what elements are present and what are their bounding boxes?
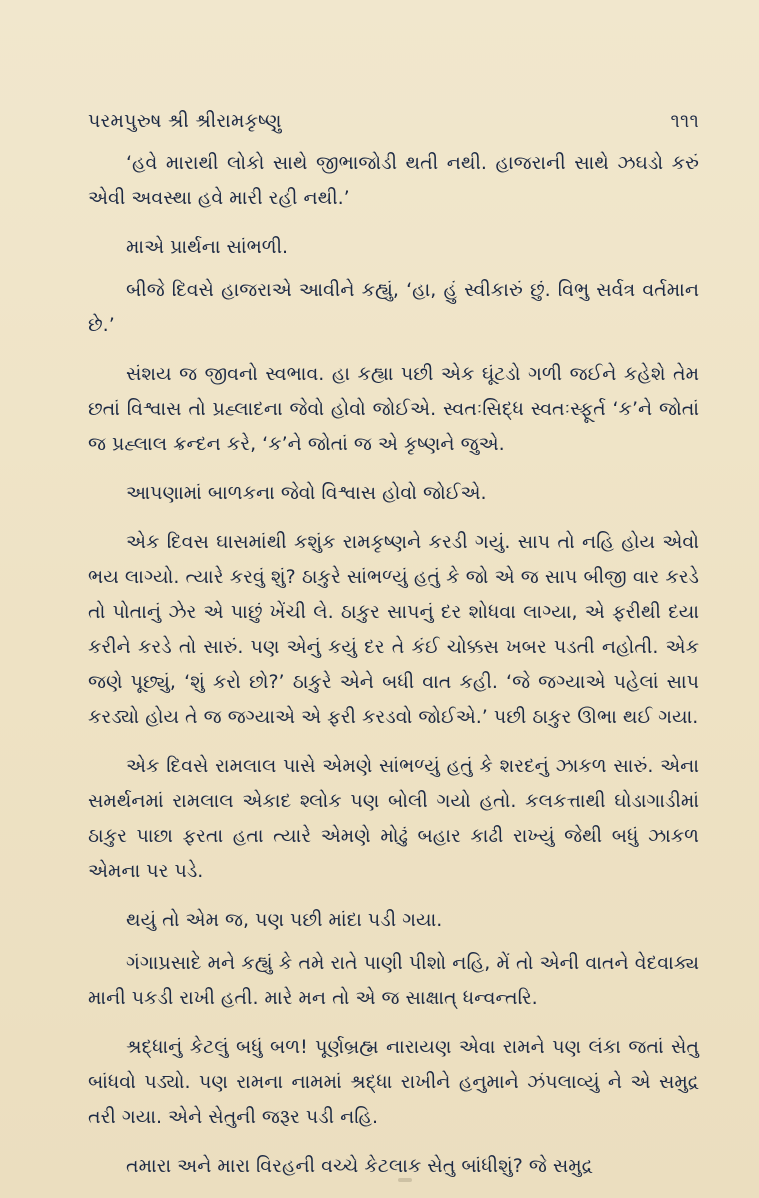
paragraph: માએ પ્રાર્થના સાંભળી.: [126, 236, 289, 258]
paragraph: થયું તો એમ જ, પણ પછી માંદા પડી ગયા.: [126, 909, 443, 931]
paragraph: સંશય જ જીવનો સ્વભાવ. હા કહ્યા પછી એક ઘૂંટડો ગળી જઈને કહેશે તેમ છતાં વિશ્વાસ તો પ્રહ્લાદના જેવો હોવો જોઈએ. સ્વતઃસિદ્ધ સ્વતઃસ્ફૂર્ત ‘ક’ને જોતાં જ પ્રહ્લાલ ક્રન્દન કરે, ‘ક’ને જોતાં જ એ કૃષ્ણને જુએ.: [88, 363, 699, 455]
paragraph: આપણામાં બાળકના જેવો વિશ્વાસ હોવો જોઈએ.: [126, 482, 487, 504]
paragraph: શ્રદ્ધાનું કેટલું બધું બળ! પૂર્ણબ્રહ્મ નારાયણ એવા રામને પણ લંકા જતાં સેતુ બાંધવો પડ્યો. પણ રામના નામમાં શ્રદ્ધા રાખીને હનુમાને ઝંપલાવ્યું ને એ સમુદ્ર તરી ગયા. એને સેતુની જરૂર પડી નહિ.: [88, 1036, 699, 1128]
paragraph: એક દિવસે રામલાલ પાસે એમણે સાંભળ્યું હતું કે શરદનું ઝાકળ સારું. એના સમર્થનમાં રામલાલ એકાદ શ્લોક પણ બોલી ગયો હતો. કલકત્તાથી ઘોડાગાડીમાં ઠાકુર પાછા ફરતા હતા ત્યારે એમણે મોઢું બહાર કાઢી રાખ્યું જેથી બધું ઝાકળ એમના પર પડે.: [88, 755, 699, 882]
page-body: [88, 146, 699, 1198]
page-header: [88, 104, 699, 138]
paragraph: ‘હવે મારાથી લોકો સાથે જીભાજોડી થતી નથી. હાજરાની સાથે ઝઘડો કરું એવી અવસ્થા હવે મારી રહી નથી.’: [88, 152, 699, 209]
paragraph: ગંગાપ્રસાદે મને કહ્યું કે તમે રાતે પાણી પીશો નહિ, મેં તો એની વાતને વેદવાક્ય માની પકડી રાખી હતી. મારે મન તો એ જ સાક્ષાત્ ધન્વન્તરિ.: [88, 952, 699, 1009]
page-number: ૧૧૧: [670, 110, 699, 132]
running-title: પરમપુરુષ શ્રી શ્રીરામકૃષ્ણુ: [88, 110, 282, 132]
paragraph: એક દિવસ ઘાસમાંથી કશુંક રામકૃષ્ણને કરડી ગયું. સાપ તો નહિ હોય એવો ભય લાગ્યો. ત્યારે કરવું શું? ઠાકુરે સાંભળ્યું હતું કે જો એ જ સાપ બીજી વાર કરડે તો પોતાનું ઝેર એ પાછું ખેંચી લે. ઠાકુર સાપનું દર શોધવા લાગ્યા, એ ફરીથી દયા કરીને કરડે તો સારું. પણ એનું કયું દર તે કંઈ ચોક્કસ ખબર પડતી નહોતી. એક જણે પૂછ્યું, ‘શું કરો છો?’ ઠાકુરે એને બધી વાત કહી. ‘જે જગ્યાએ પહેલાં સાપ કરડ્યો હોય તે જ જગ્યાએ એ ફરી કરડવો જોઈએ.’ પછી ઠાકુર ઊભા થઈ ગયા.: [88, 531, 699, 728]
paragraph: તમારા અને મારા વિરહની વચ્ચે કેટલાક સેતુ બાંધીશું? જે સમુદ્ર: [126, 1155, 593, 1177]
paragraph: બીજે દિવસે હાજરાએ આવીને કહ્યું, ‘હા, હું સ્વીકારું છું. વિભુ સર્વત્ર વર્તમાન છે.’: [88, 279, 699, 336]
print-speck: [398, 1178, 412, 1182]
